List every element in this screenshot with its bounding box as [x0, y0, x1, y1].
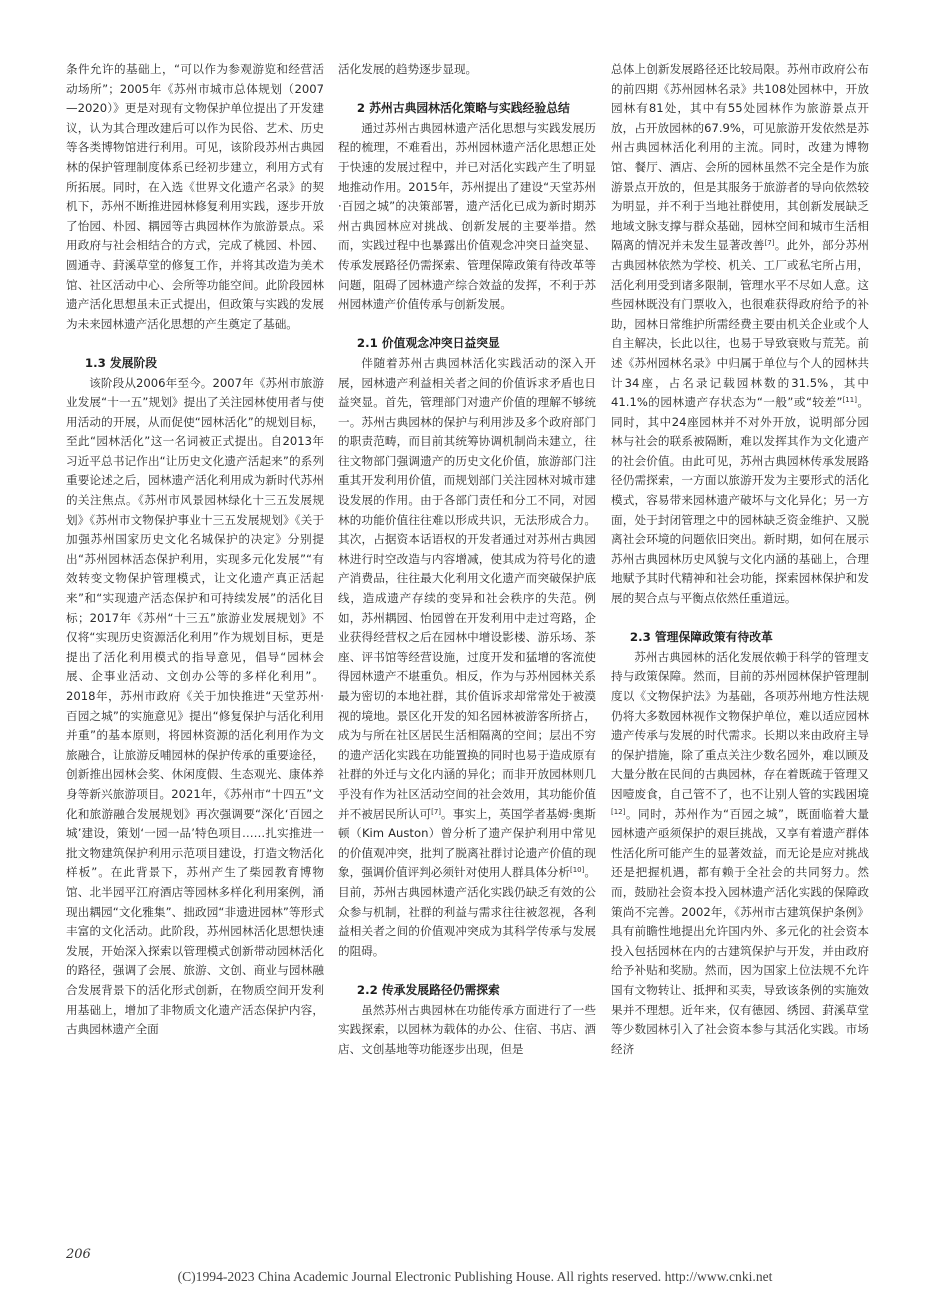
paragraph: 通过苏州古典园林遗产活化思想与实践发展历程的梳理，不难看出，苏州园林遗产活化思想正处于快速的发展过程中，并已对活化实践产生了明显地推动作用。2015年，苏州提出了建设“天堂苏州·百园之城”的决策部署，遗产活化已成为新时期苏州古典园林应对挑战、创新发展的主要举措。然而，实践过程中也暴露出价值观念冲突日益突显、传承发展路径仍需探索、管理保障政策有待改革等问题，阻碍了园林遗产综合效益的发挥，不利于苏州园林遗产价值传承与创新发展。 — [338, 120, 596, 312]
text-run: 。同时，其中24座园林并不对外开放，说明部分园林与社会的联系被隔断，难以发挥其作为文化遗产的社会价值。由此可见，苏州古典园林传承发展路径仍需探索，一方面以旅游开发为主要形式的活化模式，容易带来园林遗产破坏与文化异化；另一方面，处于封闭管理之中的园林缺乏资金维护、又脱离社会环境的问题依旧突出。新时期，如何在展示苏州古典园林历史风貌与文化内涵的基础上，合理地赋予其时代精神和社会功能，探索园林保护和发展的契合点与平衡点依然任重道远。 — [611, 395, 869, 606]
reference-mark: [7] — [431, 807, 442, 816]
section-heading-2-1: 2.1 价值观念冲突日益突显 — [356, 336, 500, 351]
text-run: 总体上创新发展路径还比较局限。苏州市政府公布的前四期《苏州园林名录》共108处园林中，开放园林有81处，其中有55处园林作为旅游景点开放，占开放园林的67.9%，可见旅游开发依然是苏州古典园林活化利用的主流。同时，改建为博物馆、餐厅、酒店、会所的园林虽然不完全是作为旅游景点开放的，但是其服务于旅游者的导向依然较为明显，并不利于当地社群使用，其创新发展缺乏地域文脉支撑与群众基础，园林空间和城市生活相隔离的情况并未发生显著改善 — [611, 62, 869, 253]
paragraph: 该阶段从2006年至今。2007年《苏州市旅游业发展“十一五”规划》提出了关注园林使用者与使用活动的开展，从而促使“园林活化”的规划目标，至此“园林活化”这一名词被正式提出。自2013年习近平总书记作出“让历史文化遗产活起来”的系列重要论述之后，园林遗产活化利用成为新时代苏州的关注焦点。《苏州市风景园林绿化十三五发展规划》《苏州市文物保护事业十三五发展规划》《关于加强苏州国家历史文化名城保护的决定》分别提出“苏州园林活态保护利用，实现多元化发展”“有效转变文物保护管理模式，让文化遗产真正活起来”和“实现遗产活态保护和可持续发展”的活化目标；2017年《苏州“十三五”旅游业发展规划》不仅将“实现历史资源活化利用”作为规划目标，更是提出了活化利用模式的指导意见，倡导“园林会展、企事业活动、文创办公等的多样化利用”。2018年，苏州市政府《关于加快推进“天堂苏州·百园之城”的实施意见》提出“修复保护与活化利用并重”的基本原则，将园林资源的活化利用作为文旅融合，让旅游反哺园林的保护传承的重要途径，创新推出园林会奖、休闲度假、生态观光、康体养身等新兴旅游项目。2021年，《苏州市“十四五”文化和旅游融合发展规划》再次强调要“深化‘百园之城’建设，策划‘一园一品’特色项目……扎实推进一批文物建筑保护利用示范项目建设，打造文物活化样板”。在此背景下，苏州产生了柴园教育博物馆、北半园平江府酒店等园林多样化利用案例，涌现出耦园“文化雅集”、拙政园“非遗进园林”等形式丰富的文化活动。此阶段，苏州园林活化思想快速发展，开始深入探索以管理模式创新带动园林活化的路径，强调了会展、旅游、文创、商业与园林融合发展背景下的活化形式创新，在物质空间开发利用基础上，增加了非物质文化遗产活态保护内容，古典园林遗产全面 — [66, 375, 324, 1037]
section-heading-2-3: 2.3 管理保障政策有待改革 — [629, 630, 773, 645]
text-run: 。同时，苏州作为“百园之城”，既面临着大量园林遗产亟须保护的艰巨挑战，又享有着遗产群体性活化所可能产生的显著效益，而无论是应对挑战还是把握机遇，都有赖于全社会的共同努力。然而，鼓励社会资本投入园林遗产活化实践的保障政策尚不完善。2002年，《苏州市古建筑保护条例》具有前瞻性地提出允许国内外、多元化的社会资本投入包括园林在内的古建筑保护与开发，并由政府给予补贴和奖励。然而，因为国家上位法规不允许国有文物转让、抵押和买卖，导致该条例的实施效果并不理想。近年来，仅有德园、绣园、葑溪草堂等少数园林引入了社会资本参与其活化实践。市场经济 — [611, 806, 869, 1056]
paragraph: 条件允许的基础上，“可以作为参观游览和经营活动场所”；2005年《苏州市城市总体规划（2007—2020）》更是对现有文物保护单位提出了开发建议，认为其合理改建后可以作为民俗、艺术、历史等各类博物馆进行利用。可见，该阶段苏州古典园林的保护管理制度体系已经初步建立，利用方式有所拓展。同时，在入选《世界文化遗产名录》的契机下，苏州不断推进园林修复利用实践，逐步开放了怡园、朴园、耦园等古典园林作为旅游景点。采用政府与社会相结合的方式，完成了桃园、朴园、圆通寺、葑溪草堂的修复工作，并将其改造为美术馆、社区活动中心、会所等功能空间。此阶段园林遗产活化思想虽未正式提出，但政策与实践的发展为未来园林遗产活化思想的产生奠定了基础。 — [66, 62, 324, 331]
section-heading-2-2: 2.2 传承发展路径仍需探索 — [356, 982, 500, 997]
text-run: 。事实上，英国学者基姆·奥斯顿（Kim Auston）曾分析了遗产保护利用中常见的价值观冲突，批判了脱离社群讨论遗产价值的现象，强调价值评判必须针对使用人群具体分析 — [338, 806, 596, 880]
reference-mark: [12] — [611, 807, 626, 816]
reference-mark: [7] — [764, 239, 775, 248]
reference-mark: [11] — [842, 396, 857, 405]
text-column-left — [66, 60, 324, 1040]
section-heading-2: 2 苏州古典园林活化策略与实践经验总结 — [356, 101, 570, 116]
text-column-right — [611, 60, 869, 1059]
paragraph — [338, 354, 596, 961]
copyright-footer: (C)1994-2023 China Academic Journal Electronic Publishing House. All rights reserved. http://www.cnki.net — [177, 1269, 773, 1284]
section-heading-1-3: 1.3 发展阶段 — [84, 355, 158, 370]
paragraph: 虽然苏州古典园林在功能传承方面进行了一些实践探索，以园林为载体的办公、住宿、书店、酒店、文创基地等功能逐步出现，但是 — [338, 1002, 596, 1056]
paragraph: 活化发展的趋势逐步显现。 — [338, 62, 478, 76]
reference-mark: [10] — [570, 866, 585, 875]
paragraph — [611, 648, 869, 1059]
text-column-middle — [338, 60, 596, 1059]
text-run: 。此外，部分苏州古典园林依然为学校、机关、工厂或私宅所占用，活化利用受到诸多限制，管理水平不尽如人意。这些园林既没有门票收入，也很难获得政府给予的补助，园林日常维护所需经费主要由机关企业或个人自主解决，长此以往，也易于导致衰败与荒芜。前述《苏州园林名录》中归属于单位与个人的园林共计34座，占名录记载园林数的31.5%，其中41.1%的园林遗产存状态为“一般”或“较差” — [611, 238, 869, 410]
paragraph — [611, 60, 869, 609]
text-run: 苏州古典园林的活化发展依赖于科学的管理支持与政策保障。然而，目前的苏州园林保护管理制度以《文物保护法》为基础，各项苏州地方性法规仍将大多数园林视作文物保护单位，难以适应园林遗产传承与发展的时代需求。长期以来由政府主导的保护措施，除了重点关注少数名园外，难以顾及大量分散在民间的古典园林，存在着既疏于管理又因噎废食，自己管不了，也不让别人管的实践困境 — [611, 649, 869, 801]
text-run: 。目前，苏州古典园林遗产活化实践仍缺乏有效的公众参与机制，社群的利益与需求往往被忽视，各利益相关者之间的价值观冲突成为其科学传承与发展的阻碍。 — [338, 865, 596, 958]
text-run: 伴随着苏州古典园林活化实践活动的深入开展，园林遗产利益相关者之间的价值诉求矛盾也日益突显。首先，管理部门对遗产价值的理解不够统一。苏州古典园林的保护与利用涉及多个政府部门的职责范畴，而目前其统筹协调机制尚未建立，往往文物部门强调遗产的历史文化价值，旅游部门注重其开发利用价值，而规划部门关注园林对城市建设发展的作用。由于各部门责任和分工不同，对园林的功能价值往往难以形成共识，无法形成合力。其次，占据资本话语权的开发者通过对苏州古典园林进行时空改造与内容增减，使其成为符号化的遗产消费品，往往最大化利用文化遗产而突破保护底线，造成遗产存续的变异和社会秩序的失范。例如，苏州耦园、怡园曾在开发利用中走过弯路，企业获得经营权之后在园林中增设影楼、游乐场、茶座、评书馆等经营设施，过度开发和猛增的客流使得园林遗产不堪重负。相反，作为与苏州园林关系最为密切的本地社群，其价值诉求却常常处于被漠视的境地。景区化开发的知名园林被游客所挤占，成为与所在社区居民生活相隔离的空间；层出不穷的遗产活化实践在功能置换的同时也易于造成原有社群的外迁与文化内涵的异化；而非开放园林则几乎没有作为社区活动空间的社会效用，其功能价值并不被居民所认可 — [338, 355, 596, 821]
page-number: 206 — [66, 1247, 91, 1262]
